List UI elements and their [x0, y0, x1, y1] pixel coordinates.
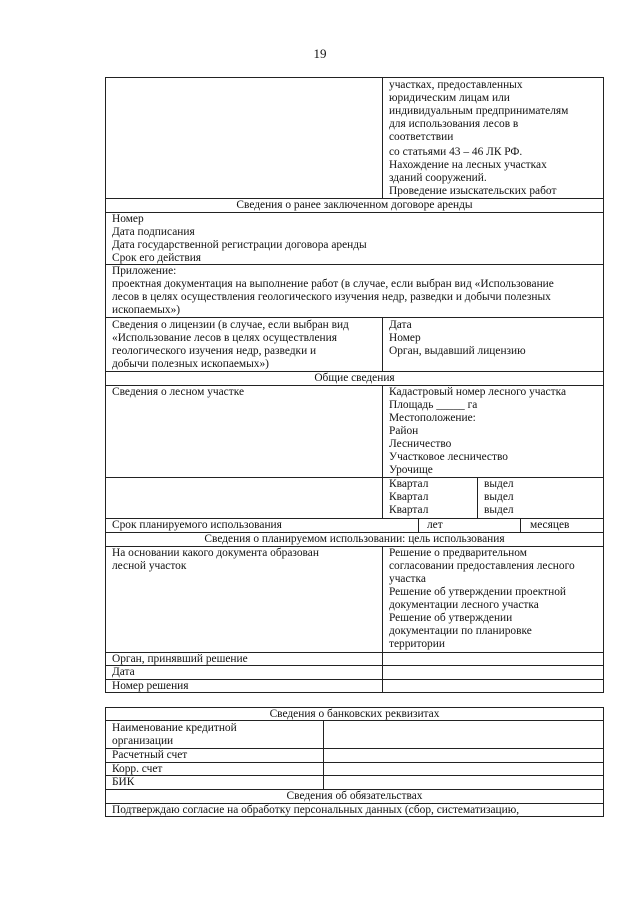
bik-label: БИК	[112, 776, 135, 788]
continuation-line: соответствии	[389, 131, 454, 143]
decision-option: Решение об утверждении проектной	[389, 586, 567, 598]
license-label: Сведения о лицензии (в случае, если выбран вид	[112, 319, 349, 331]
consent-text: Подтверждаю согласие на обработку персональных данных (сбор, систематизацию,	[112, 804, 520, 816]
decision-option: Решение об утверждении	[389, 612, 513, 624]
vydel-label: выдел	[484, 478, 514, 490]
district-forestry-label: Участковое лесничество	[389, 451, 508, 463]
basis-document-label: лесной участок	[112, 560, 187, 572]
license-label: добычи полезных ископаемых»)	[112, 358, 269, 370]
attachment-text: лесов в целях осуществления геологического изучения недр, разведки и добычи полезных	[112, 291, 551, 303]
continuation-line: зданий сооружений.	[389, 172, 487, 184]
area-label: Площадь _____ га	[389, 399, 478, 411]
decision-option: участка	[389, 573, 426, 585]
continuation-line: индивидуальным предпринимателям	[389, 105, 569, 117]
license-number-label: Номер	[389, 332, 421, 344]
continuation-line: для использования лесов в	[389, 118, 519, 130]
continuation-line: Нахождение на лесных участках	[389, 159, 547, 171]
usage-section-title: Сведения о планируемом использовании: цель использования	[204, 533, 505, 545]
decision-option: территории	[389, 638, 445, 650]
attachment-title: Приложение:	[112, 265, 177, 277]
decision-number-label: Номер решения	[112, 680, 189, 692]
quarter-label: Квартал	[389, 504, 429, 516]
lease-number-label: Номер	[112, 213, 144, 225]
lease-registration-date-label: Дата государственной регистрации договора аренды	[112, 239, 367, 251]
basis-document-label: На основании какого документа образован	[112, 547, 319, 559]
continuation-line: Проведение изыскательских работ	[389, 185, 557, 197]
page-number: 19	[313, 46, 327, 61]
lease-sign-date-label: Дата подписания	[112, 226, 195, 238]
location-label: Местоположение:	[389, 412, 476, 424]
decision-date-label: Дата	[112, 666, 135, 678]
usage-term-label: Срок планируемого использования	[112, 519, 282, 531]
lease-section-title: Сведения о ранее заключенном договоре аренды	[236, 199, 473, 211]
bank-org-label: организации	[112, 735, 174, 747]
bank-account-label: Расчетный счет	[112, 749, 188, 761]
tract-label: Урочище	[389, 464, 433, 476]
license-label: геологического изучения недр, разведки и	[112, 345, 317, 357]
general-section-title: Общие сведения	[314, 372, 395, 384]
plot-label: Сведения о лесном участке	[112, 386, 245, 398]
license-date-label: Дата	[389, 319, 412, 331]
decision-authority-label: Орган, принявший решение	[112, 653, 248, 665]
continuation-line: юридическим лицам или	[389, 92, 510, 104]
obligations-section-title: Сведения об обязательствах	[286, 790, 423, 802]
quarter-label: Квартал	[389, 478, 429, 490]
district-label: Район	[389, 425, 419, 437]
quarter-label: Квартал	[389, 491, 429, 503]
continuation-line: участках, предоставленных	[389, 79, 523, 91]
corr-account-label: Корр. счет	[112, 763, 163, 775]
attachment-text: проектная документация на выполнение работ (в случае, если выбран вид «Использование	[112, 278, 554, 290]
decision-option: Решение о предварительном	[389, 547, 527, 559]
bank-section-title: Сведения о банковских реквизитах	[269, 708, 440, 720]
bank-org-label: Наименование кредитной	[112, 722, 237, 734]
license-label: «Использование лесов в целях осуществления	[112, 332, 337, 344]
decision-option: согласовании предоставления лесного	[389, 560, 575, 572]
decision-option: документации лесного участка	[389, 599, 539, 611]
months-label: месяцев	[530, 519, 570, 531]
attachment-text: ископаемых»)	[112, 304, 181, 316]
lease-term-label: Срок его действия	[112, 252, 202, 264]
vydel-label: выдел	[484, 504, 514, 516]
decision-option: документации по планировке	[389, 625, 532, 637]
cadastral-number-label: Кадастровый номер лесного участка	[389, 386, 567, 398]
continuation-line: со статьями 43 – 46 ЛК РФ.	[389, 146, 523, 158]
years-label: лет	[427, 519, 443, 531]
forestry-label: Лесничество	[389, 438, 452, 450]
vydel-label: выдел	[484, 491, 514, 503]
license-issuer-label: Орган, выдавший лицензию	[389, 345, 526, 357]
